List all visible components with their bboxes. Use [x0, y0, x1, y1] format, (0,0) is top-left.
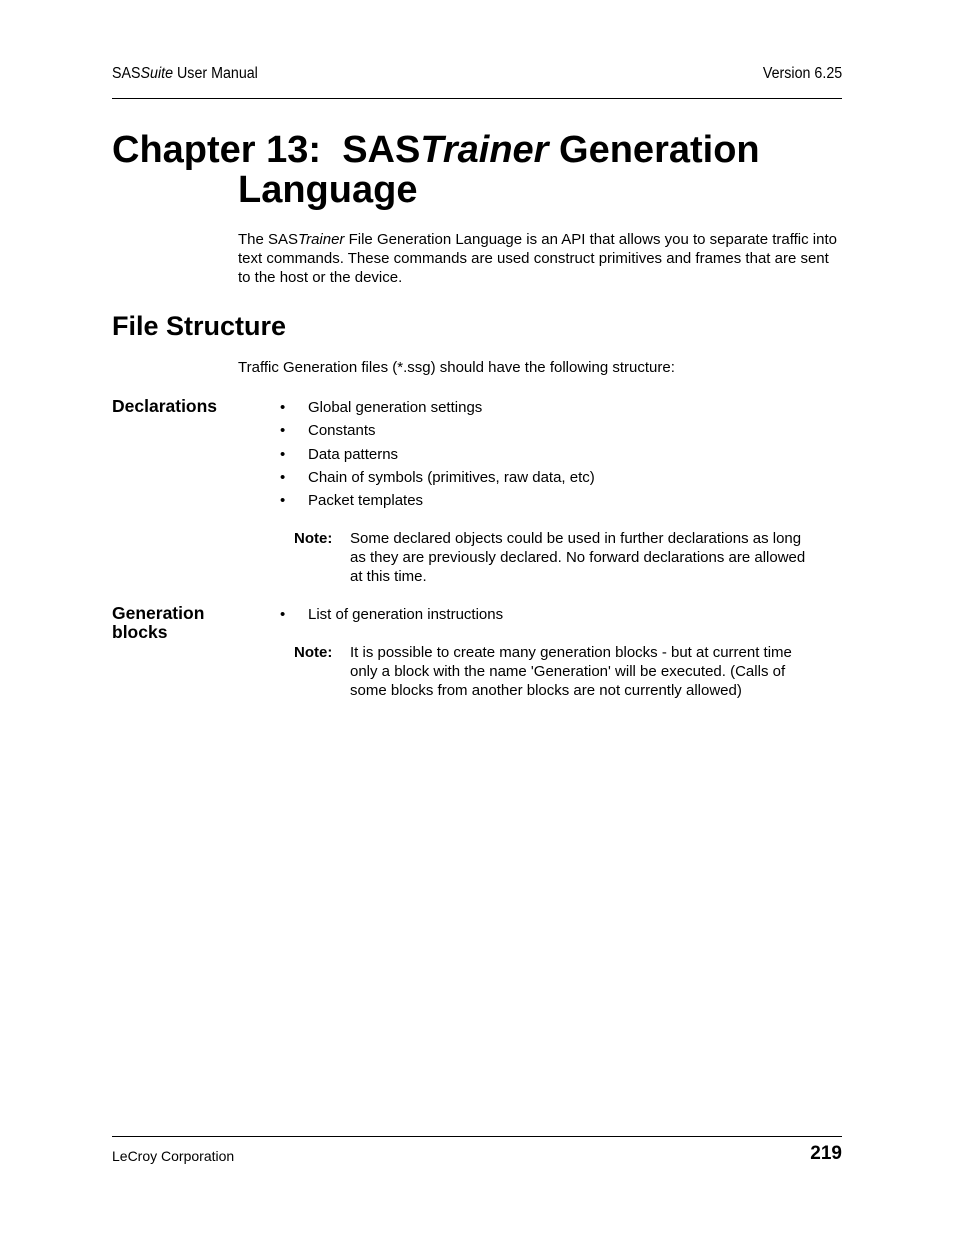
declarations-note [294, 529, 814, 586]
note-text: Some declared objects could be used in further declarations as long as they are previously declared. No forward declarations are allowed at this time. [350, 530, 806, 585]
generation-blocks-list [280, 605, 840, 628]
header-rule [112, 98, 842, 99]
bullet-glyph: • [280, 606, 286, 623]
generation-blocks-note [294, 643, 814, 700]
intro-rest: File Generation Language is an API that allows you to separate traffic into text commands. These commands are used construct primitives and frames that are sent to the host or the device. [238, 231, 837, 286]
page-number: 219 [810, 1143, 842, 1164]
bullet-glyph: • [280, 492, 286, 510]
footer-company: LeCroy Corporation [112, 1148, 235, 1164]
chapter-title-line1 [112, 130, 842, 170]
side-heading-line2: blocks [112, 622, 168, 642]
chapter-title-line2: Language [238, 169, 418, 211]
bullet-glyph: • [280, 445, 286, 463]
chapter-label: Chapter 13: [112, 129, 322, 171]
intro-italic: Trainer [298, 231, 345, 248]
chapter-intro-paragraph [238, 230, 842, 287]
side-heading-declarations: Declarations [112, 396, 218, 416]
header-title-prefix: SAS [112, 65, 141, 82]
file-structure-intro: Traffic Generation files (*.ssg) should have the following structure: [238, 359, 675, 376]
list-item-text: List of generation instructions [308, 606, 504, 623]
header-title-suffix: User Manual [173, 65, 258, 82]
list-item [280, 491, 840, 514]
footer-rule [112, 1136, 842, 1137]
section-heading-file-structure: File Structure [112, 311, 287, 341]
list-item [280, 468, 840, 491]
list-item-text: Packet templates [308, 492, 424, 510]
chapter-title [112, 130, 842, 210]
note-text: It is possible to create many generation blocks - but at current time only a block with the name 'Generation' will be executed. (Calls of some blocks from another blocks are not currently allowed) [350, 644, 792, 699]
list-item-text: Chain of symbols (primitives, raw data, etc) [308, 468, 595, 486]
header-title-italic: Suite [140, 65, 174, 82]
declarations-list [280, 398, 840, 514]
list-item [280, 398, 840, 421]
running-header-title [112, 65, 258, 83]
bullet-glyph: • [280, 468, 286, 486]
list-item [280, 421, 840, 444]
bullet-glyph: • [280, 422, 286, 440]
list-item [280, 445, 840, 468]
side-heading-generation-blocks [112, 604, 204, 642]
list-item-text: Constants [308, 422, 376, 440]
chapter-title-rest: Generation [548, 129, 760, 171]
intro-prefix: The SAS [238, 231, 299, 248]
chapter-title-prefix: SAS [342, 129, 421, 171]
list-item-text: Global generation settings [308, 399, 483, 416]
running-header-version: Version 6.25 [762, 65, 842, 82]
side-heading-line1: Generation [112, 603, 205, 623]
list-item-text: Data patterns [308, 445, 399, 463]
list-item [280, 605, 840, 628]
bullet-glyph: • [280, 399, 286, 416]
note-label: Note: [294, 530, 333, 547]
chapter-title-italic: Trainer [420, 129, 549, 171]
note-label: Note: [294, 644, 333, 661]
